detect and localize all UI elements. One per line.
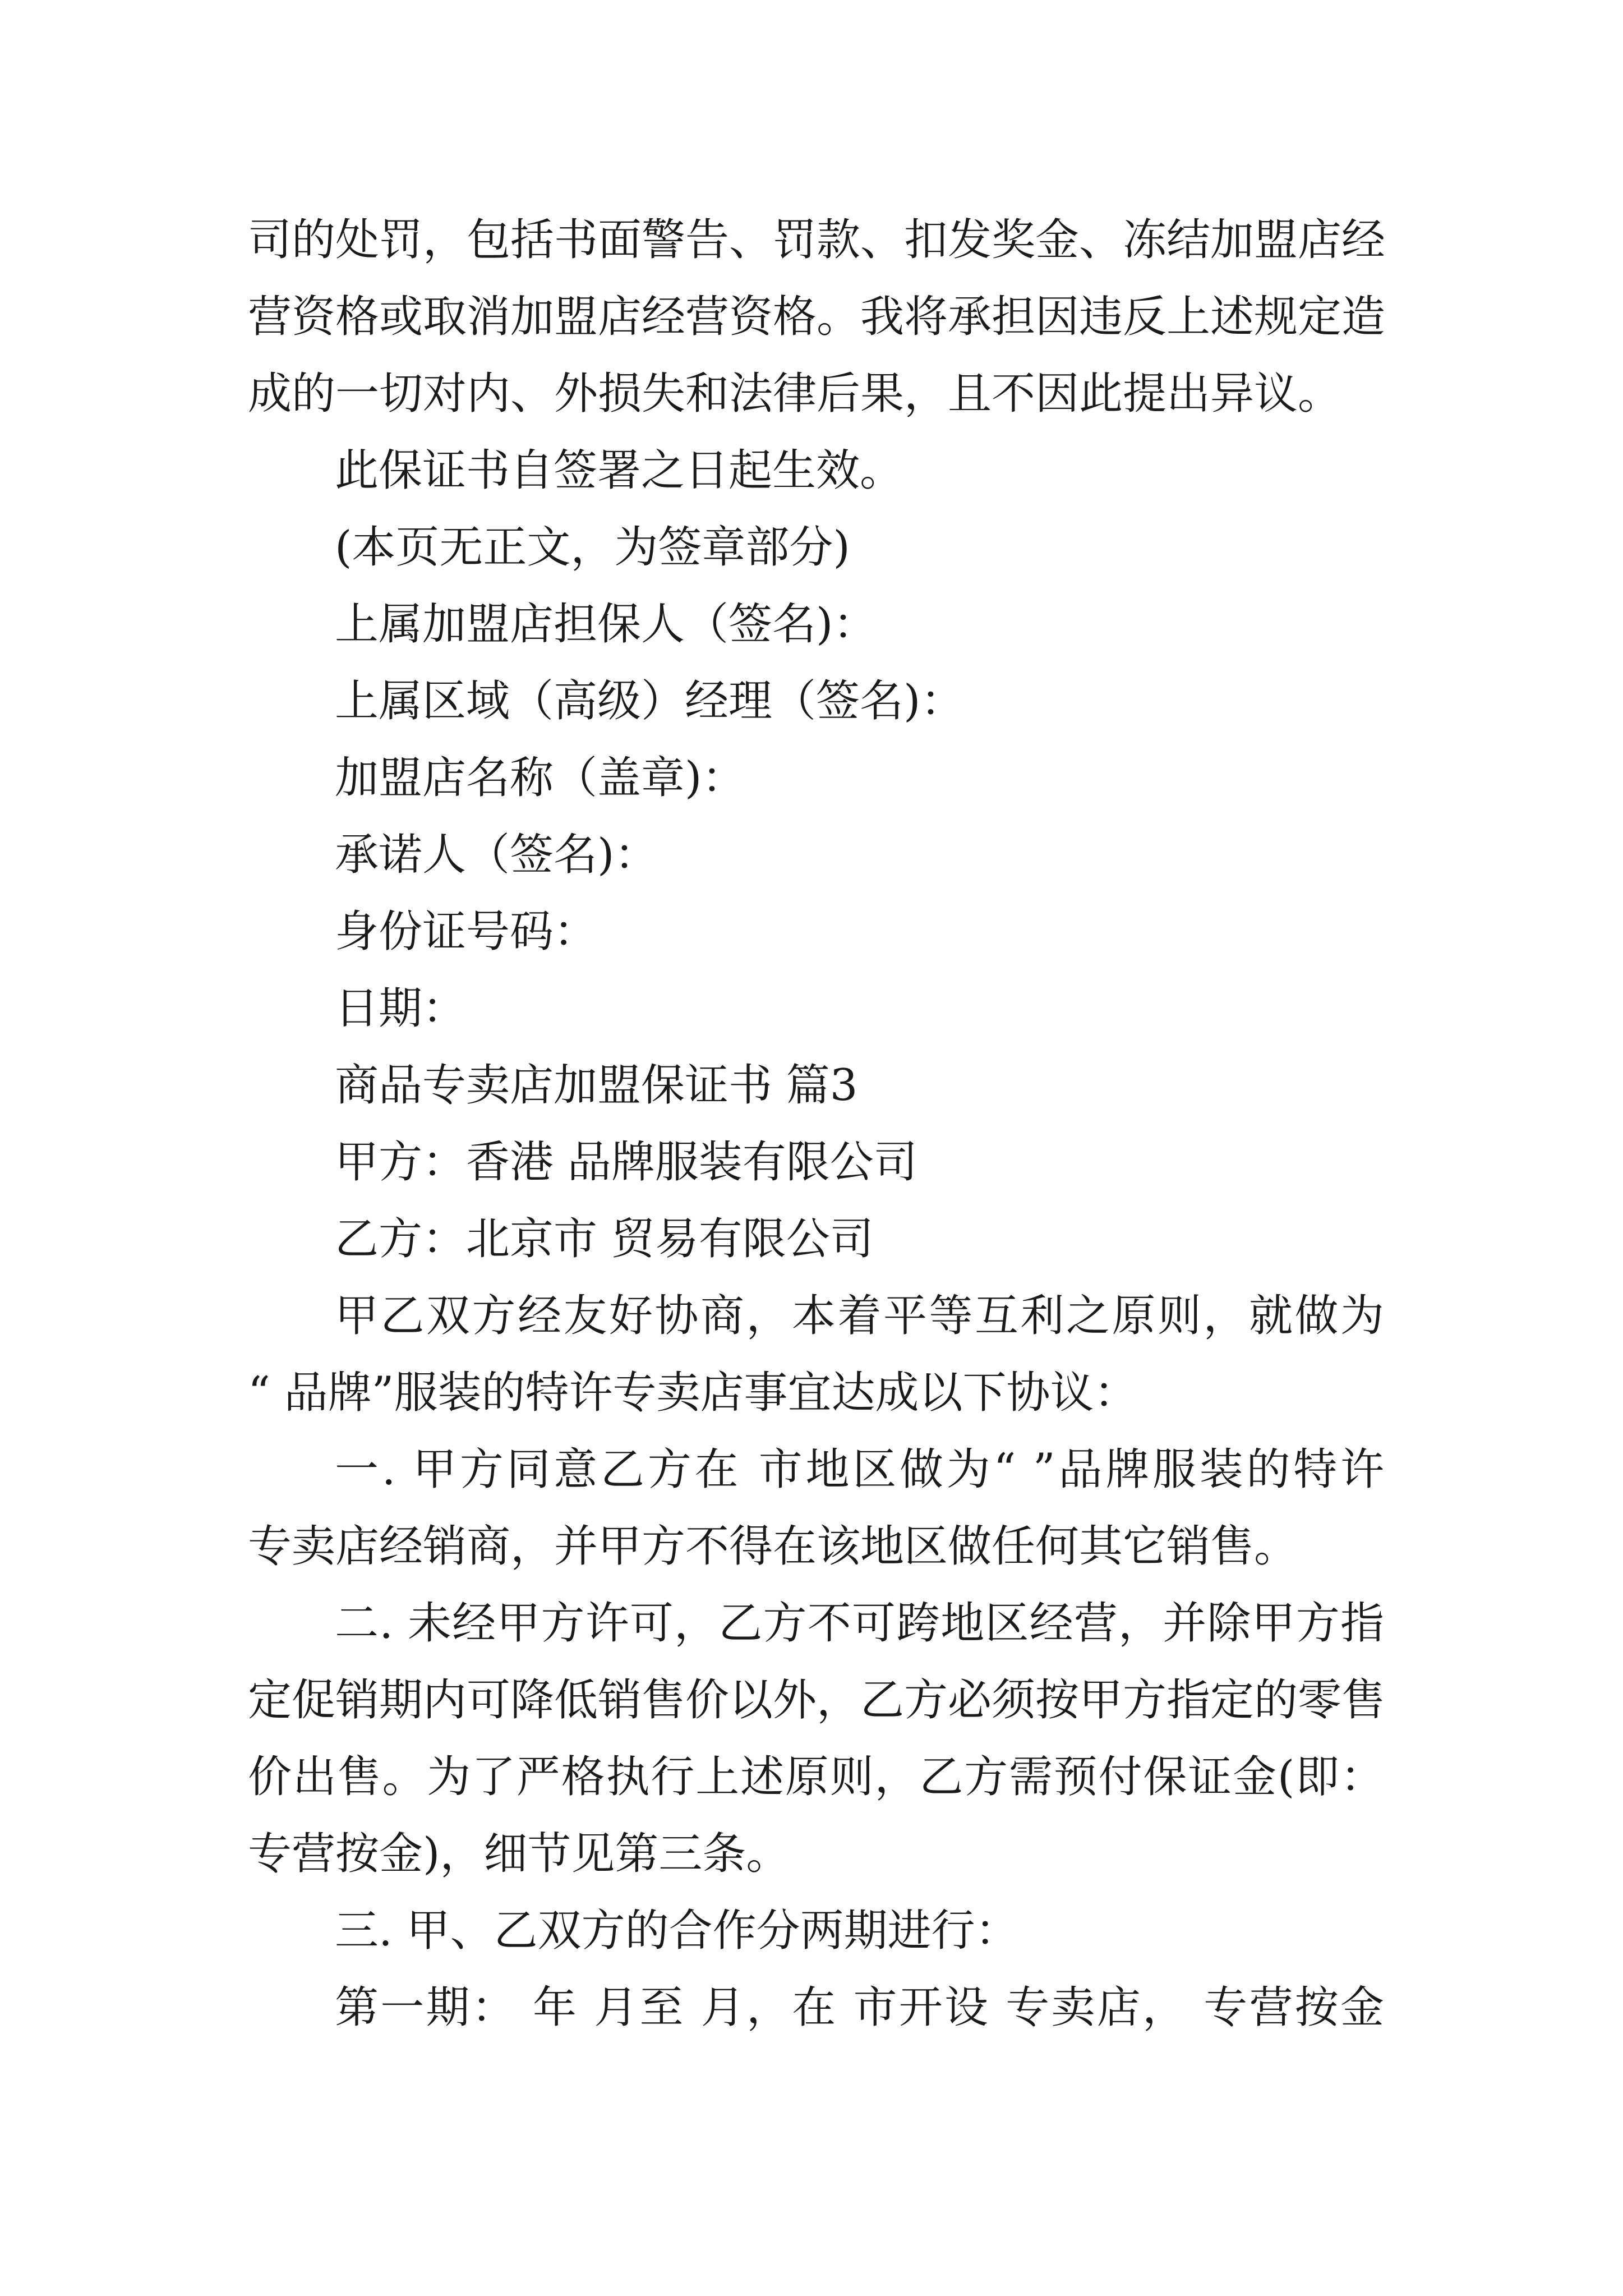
para1-line3: 成的一切对内、外损失和法律后果，且不因此提出异议。 xyxy=(248,369,1342,419)
clause2-line3: 价出售。为了严格执行上述原则，乙方需预付保证金(即： xyxy=(248,1752,1384,1802)
sign-field-id-number: 身份证号码： xyxy=(335,907,598,957)
no-text-note: (本页无正文，为签章部分) xyxy=(335,522,850,573)
party-b: 乙方：北京市 贸易有限公司 xyxy=(335,1214,874,1264)
clause3-line2: 第一期： 年 月至 月，在 市开设 专卖店， 专营按金 xyxy=(335,1982,1384,2033)
clause1-line1: 一. 甲方同意乙方在 市地区做为“ ”品牌服装的特许 xyxy=(335,1444,1384,1495)
para1-line1: 司的处罚，包括书面警告、罚款、扣发奖金、冻结加盟店经 xyxy=(248,215,1386,265)
sign-field-promisor: 承诺人（签名)： xyxy=(335,830,658,880)
clause3-line1: 三. 甲、乙双方的合作分两期进行： xyxy=(335,1906,1019,1956)
sign-field-date: 日期： xyxy=(335,983,467,1034)
clause2-line4: 专营按金)，细节见第三条。 xyxy=(248,1829,790,1879)
sign-field-guarantor: 上属加盟店担保人（签名)： xyxy=(335,599,877,650)
clause2-line2: 定促销期内可降低销售价以外，乙方必须按甲方指定的零售 xyxy=(248,1675,1386,1726)
sign-field-store-name: 加盟店名称（盖章)： xyxy=(335,753,746,803)
clause2-line1: 二. 未经甲方许可，乙方不可跨地区经营，并除甲方指 xyxy=(335,1598,1384,1649)
para1-line2: 营资格或取消加盟店经营资格。我将承担因违反上述规定造 xyxy=(248,292,1386,342)
section-title: 商品专卖店加盟保证书 篇3 xyxy=(335,1060,858,1111)
clause1-line2: 专卖店经销商，并甲方不得在该地区做任何其它销售。 xyxy=(248,1521,1298,1572)
intro-line1: 甲乙双方经友好协商，本着平等互利之原则，就做为 xyxy=(335,1291,1384,1341)
party-a: 甲方：香港 品牌服装有限公司 xyxy=(335,1137,917,1188)
sign-field-regional-manager: 上属区域（高级）经理（签名)： xyxy=(335,676,965,726)
effective-statement: 此保证书自签署之日起生效。 xyxy=(335,445,904,496)
intro-line2: “ 品牌”服装的特许专卖店事宜达成以下协议： xyxy=(248,1368,1138,1418)
